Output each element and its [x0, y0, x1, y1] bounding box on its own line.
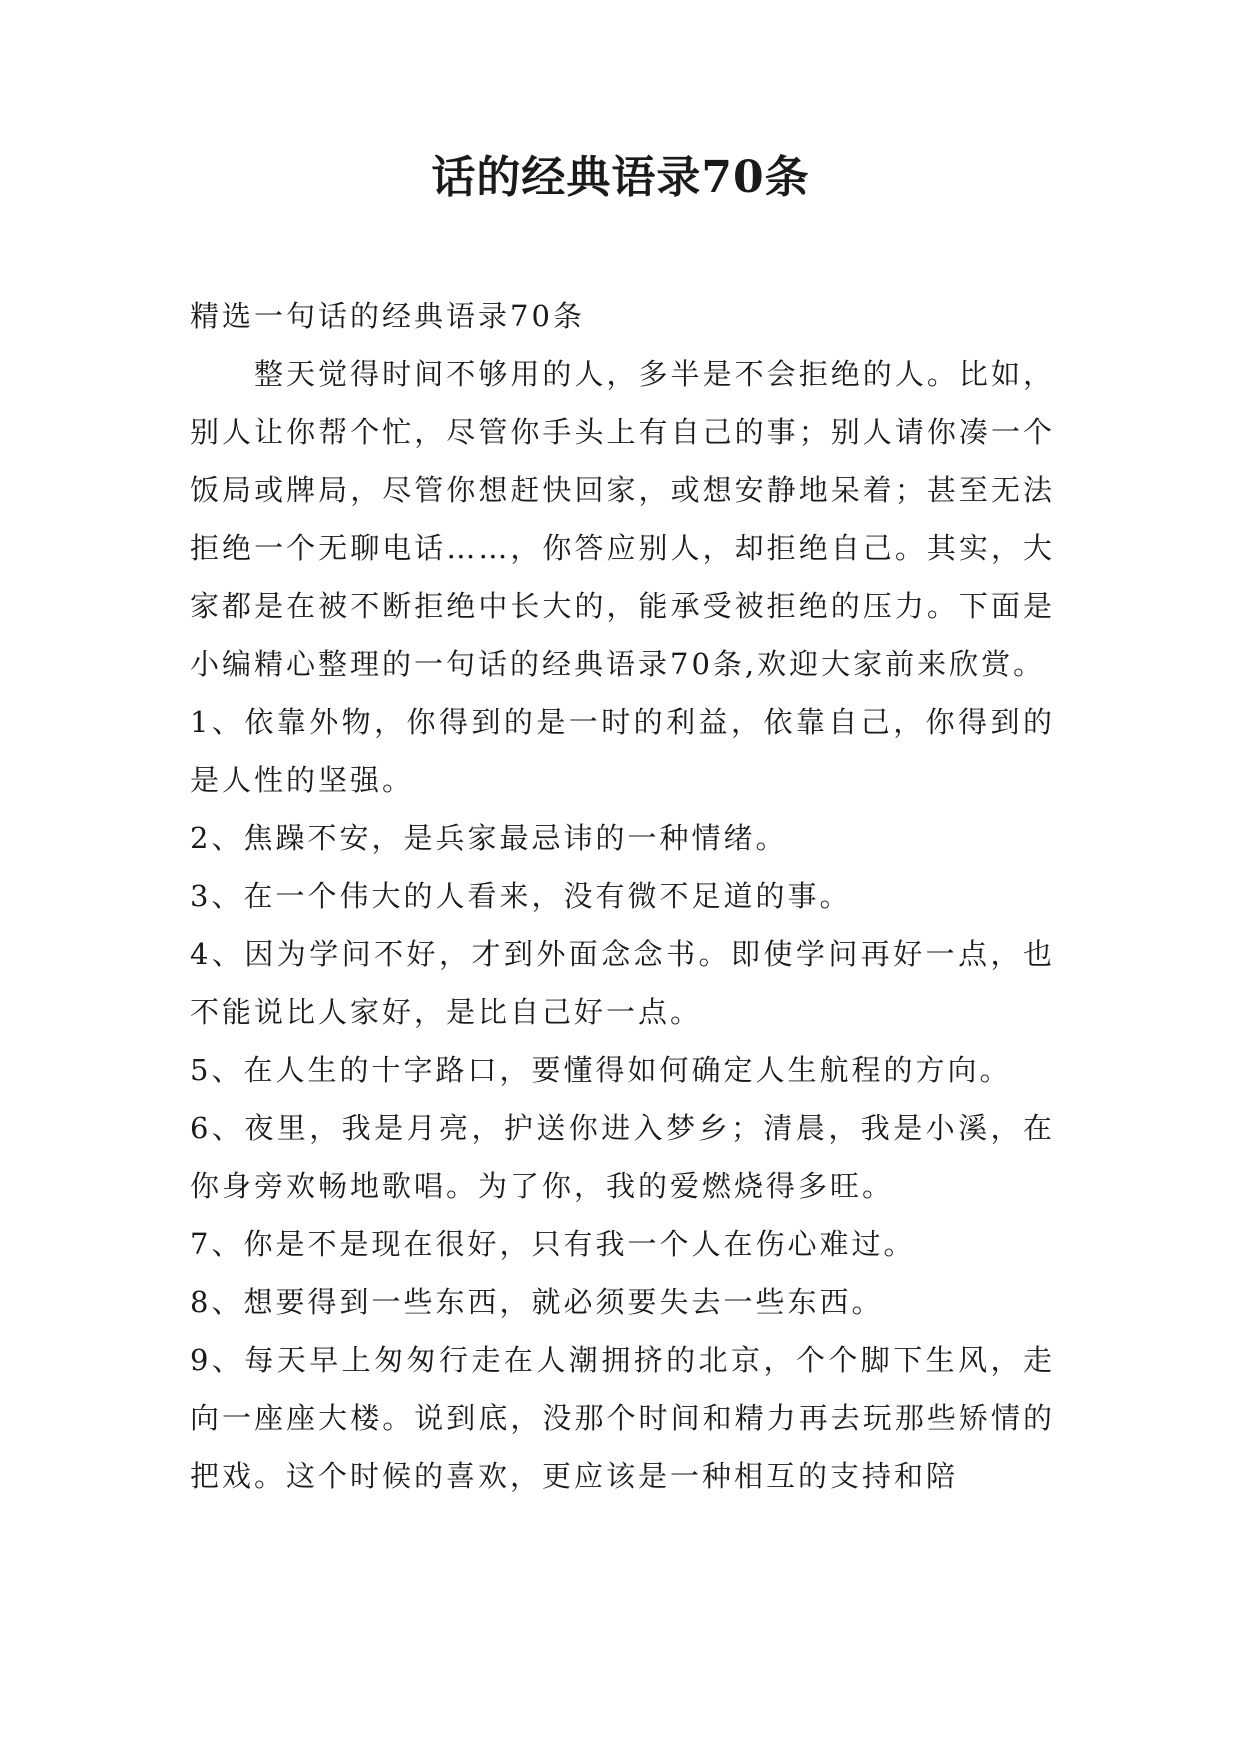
quote-item-2: 2、焦躁不安，是兵家最忌讳的一种情绪。	[190, 821, 788, 855]
quote-item-5: 5、在人生的十字路口，要懂得如何确定人生航程的方向。	[190, 1053, 1012, 1087]
quote-item-4: 4、因为学问不好，才到外面念念书。即使学问再好一点，也不能说比人家好，是比自己好一点。	[190, 937, 1055, 1029]
quote-item-9: 9、每天早上匆匆行走在人潮拥挤的北京，个个脚下生风，走向一座座大楼。说到底，没那个时间和精力再去玩那些矫情的把戏。这个时候的喜欢，更应该是一种相互的支持和陪	[190, 1343, 1055, 1493]
intro-paragraph: 整天觉得时间不够用的人，多半是不会拒绝的人。比如，别人让你帮个忙，尽管你手头上有自己的事；别人请你凑一个饭局或牌局，尽管你想赶快回家，或想安静地呆着；甚至无法拒绝一个无聊电话……，你答应别人，却拒绝自己。其实，大家都是在被不断拒绝中长大的，能承受被拒绝的压力。下面是小编精心整理的一句话的经典语录70条,欢迎大家前来欣赏。	[190, 357, 1055, 681]
document-body	[190, 287, 1055, 1505]
quote-item-8: 8、想要得到一些东西，就必须要失去一些东西。	[190, 1285, 884, 1319]
quote-item-1: 1、依靠外物，你得到的是一时的利益，依靠自己，你得到的是人性的坚强。	[190, 705, 1055, 797]
document-title: 话的经典语录70条	[431, 152, 810, 203]
quote-item-6: 6、夜里，我是月亮，护送你进入梦乡；清晨，我是小溪，在你身旁欢畅地歌唱。为了你，我的爱燃烧得多旺。	[190, 1111, 1055, 1203]
document-subtitle: 精选一句话的经典语录70条	[190, 299, 585, 333]
quote-item-7: 7、你是不是现在很好，只有我一个人在伤心难过。	[190, 1227, 916, 1261]
quote-item-3: 3、在一个伟大的人看来，没有微不足道的事。	[190, 879, 852, 913]
